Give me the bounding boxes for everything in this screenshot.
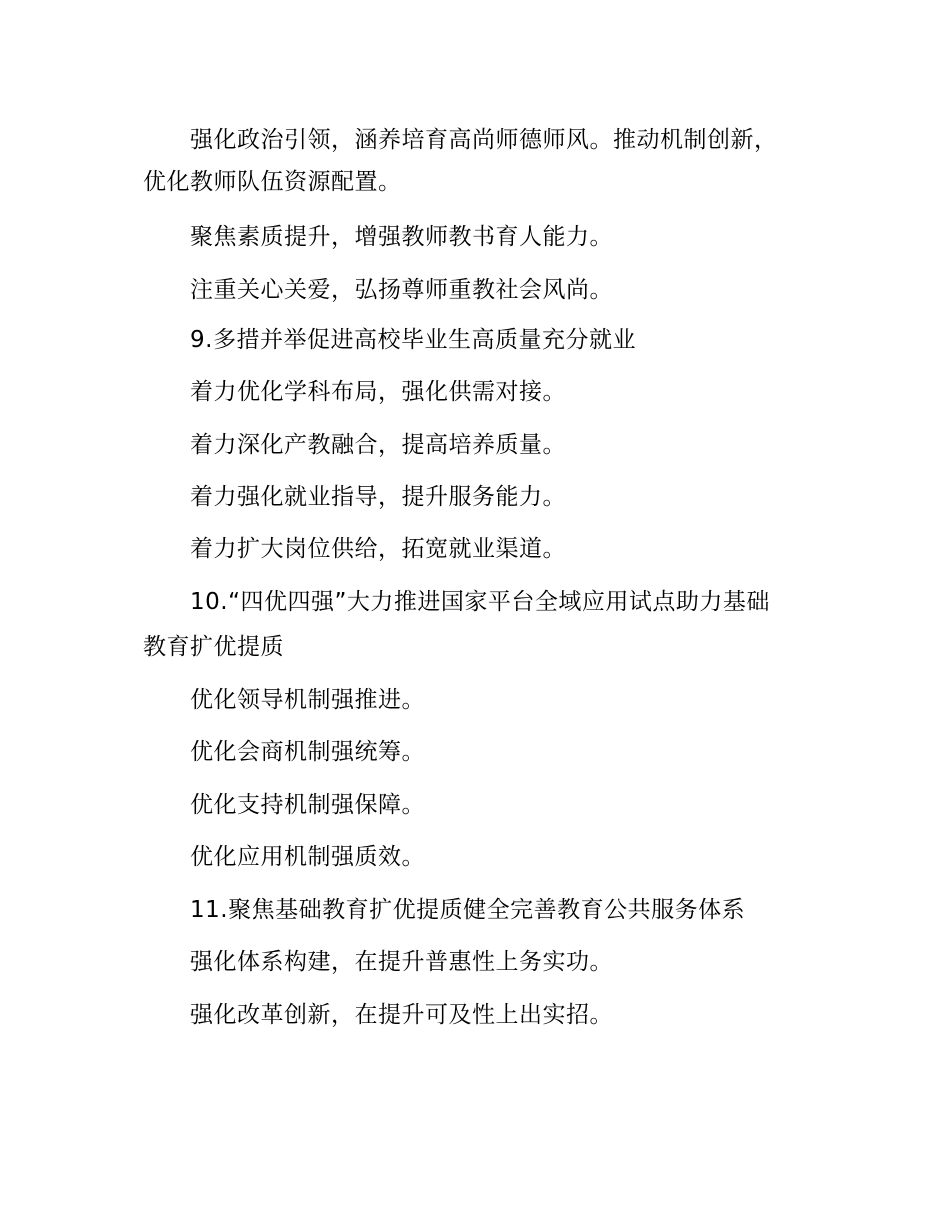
paragraph-line: 着力扩大岗位供给，拓宽就业渠道。 bbox=[190, 536, 566, 562]
paragraph-line: 优化会商机制强统筹。 bbox=[190, 739, 425, 765]
paragraph-line: 着力深化产教融合，提高培养质量。 bbox=[190, 432, 566, 458]
paragraph-line: 优化支持机制强保障。 bbox=[190, 792, 425, 818]
paragraph-line: 强化改革创新，在提升可及性上出实招。 bbox=[190, 1002, 613, 1028]
paragraph-line: 优化应用机制强质效。 bbox=[190, 844, 425, 870]
paragraph-line: 着力优化学科布局，强化供需对接。 bbox=[190, 379, 566, 405]
paragraph-line: 10.“四优四强”大力推进国家平台全域应用试点助力基础 bbox=[190, 589, 770, 615]
paragraph-line: 强化政治引领，涵养培育高尚师德师风。推动机制创新， bbox=[190, 127, 778, 153]
paragraph-line: 优化领导机制强推进。 bbox=[190, 687, 425, 713]
paragraph-line: 优化教师队伍资源配置。 bbox=[143, 169, 402, 195]
paragraph-line: 强化体系构建，在提升普惠性上务实功。 bbox=[190, 949, 613, 975]
paragraph-line: 聚焦素质提升，增强教师教书育人能力。 bbox=[190, 224, 613, 250]
paragraph-line: 教育扩优提质 bbox=[143, 634, 284, 660]
paragraph-line: 11.聚焦基础教育扩优提质健全完善教育公共服务体系 bbox=[190, 897, 746, 923]
paragraph-line: 注重关心关爱，弘扬尊师重教社会风尚。 bbox=[190, 277, 613, 303]
paragraph-line: 9.多措并举促进高校毕业生高质量充分就业 bbox=[190, 327, 636, 353]
paragraph-line: 着力强化就业指导，提升服务能力。 bbox=[190, 484, 566, 510]
